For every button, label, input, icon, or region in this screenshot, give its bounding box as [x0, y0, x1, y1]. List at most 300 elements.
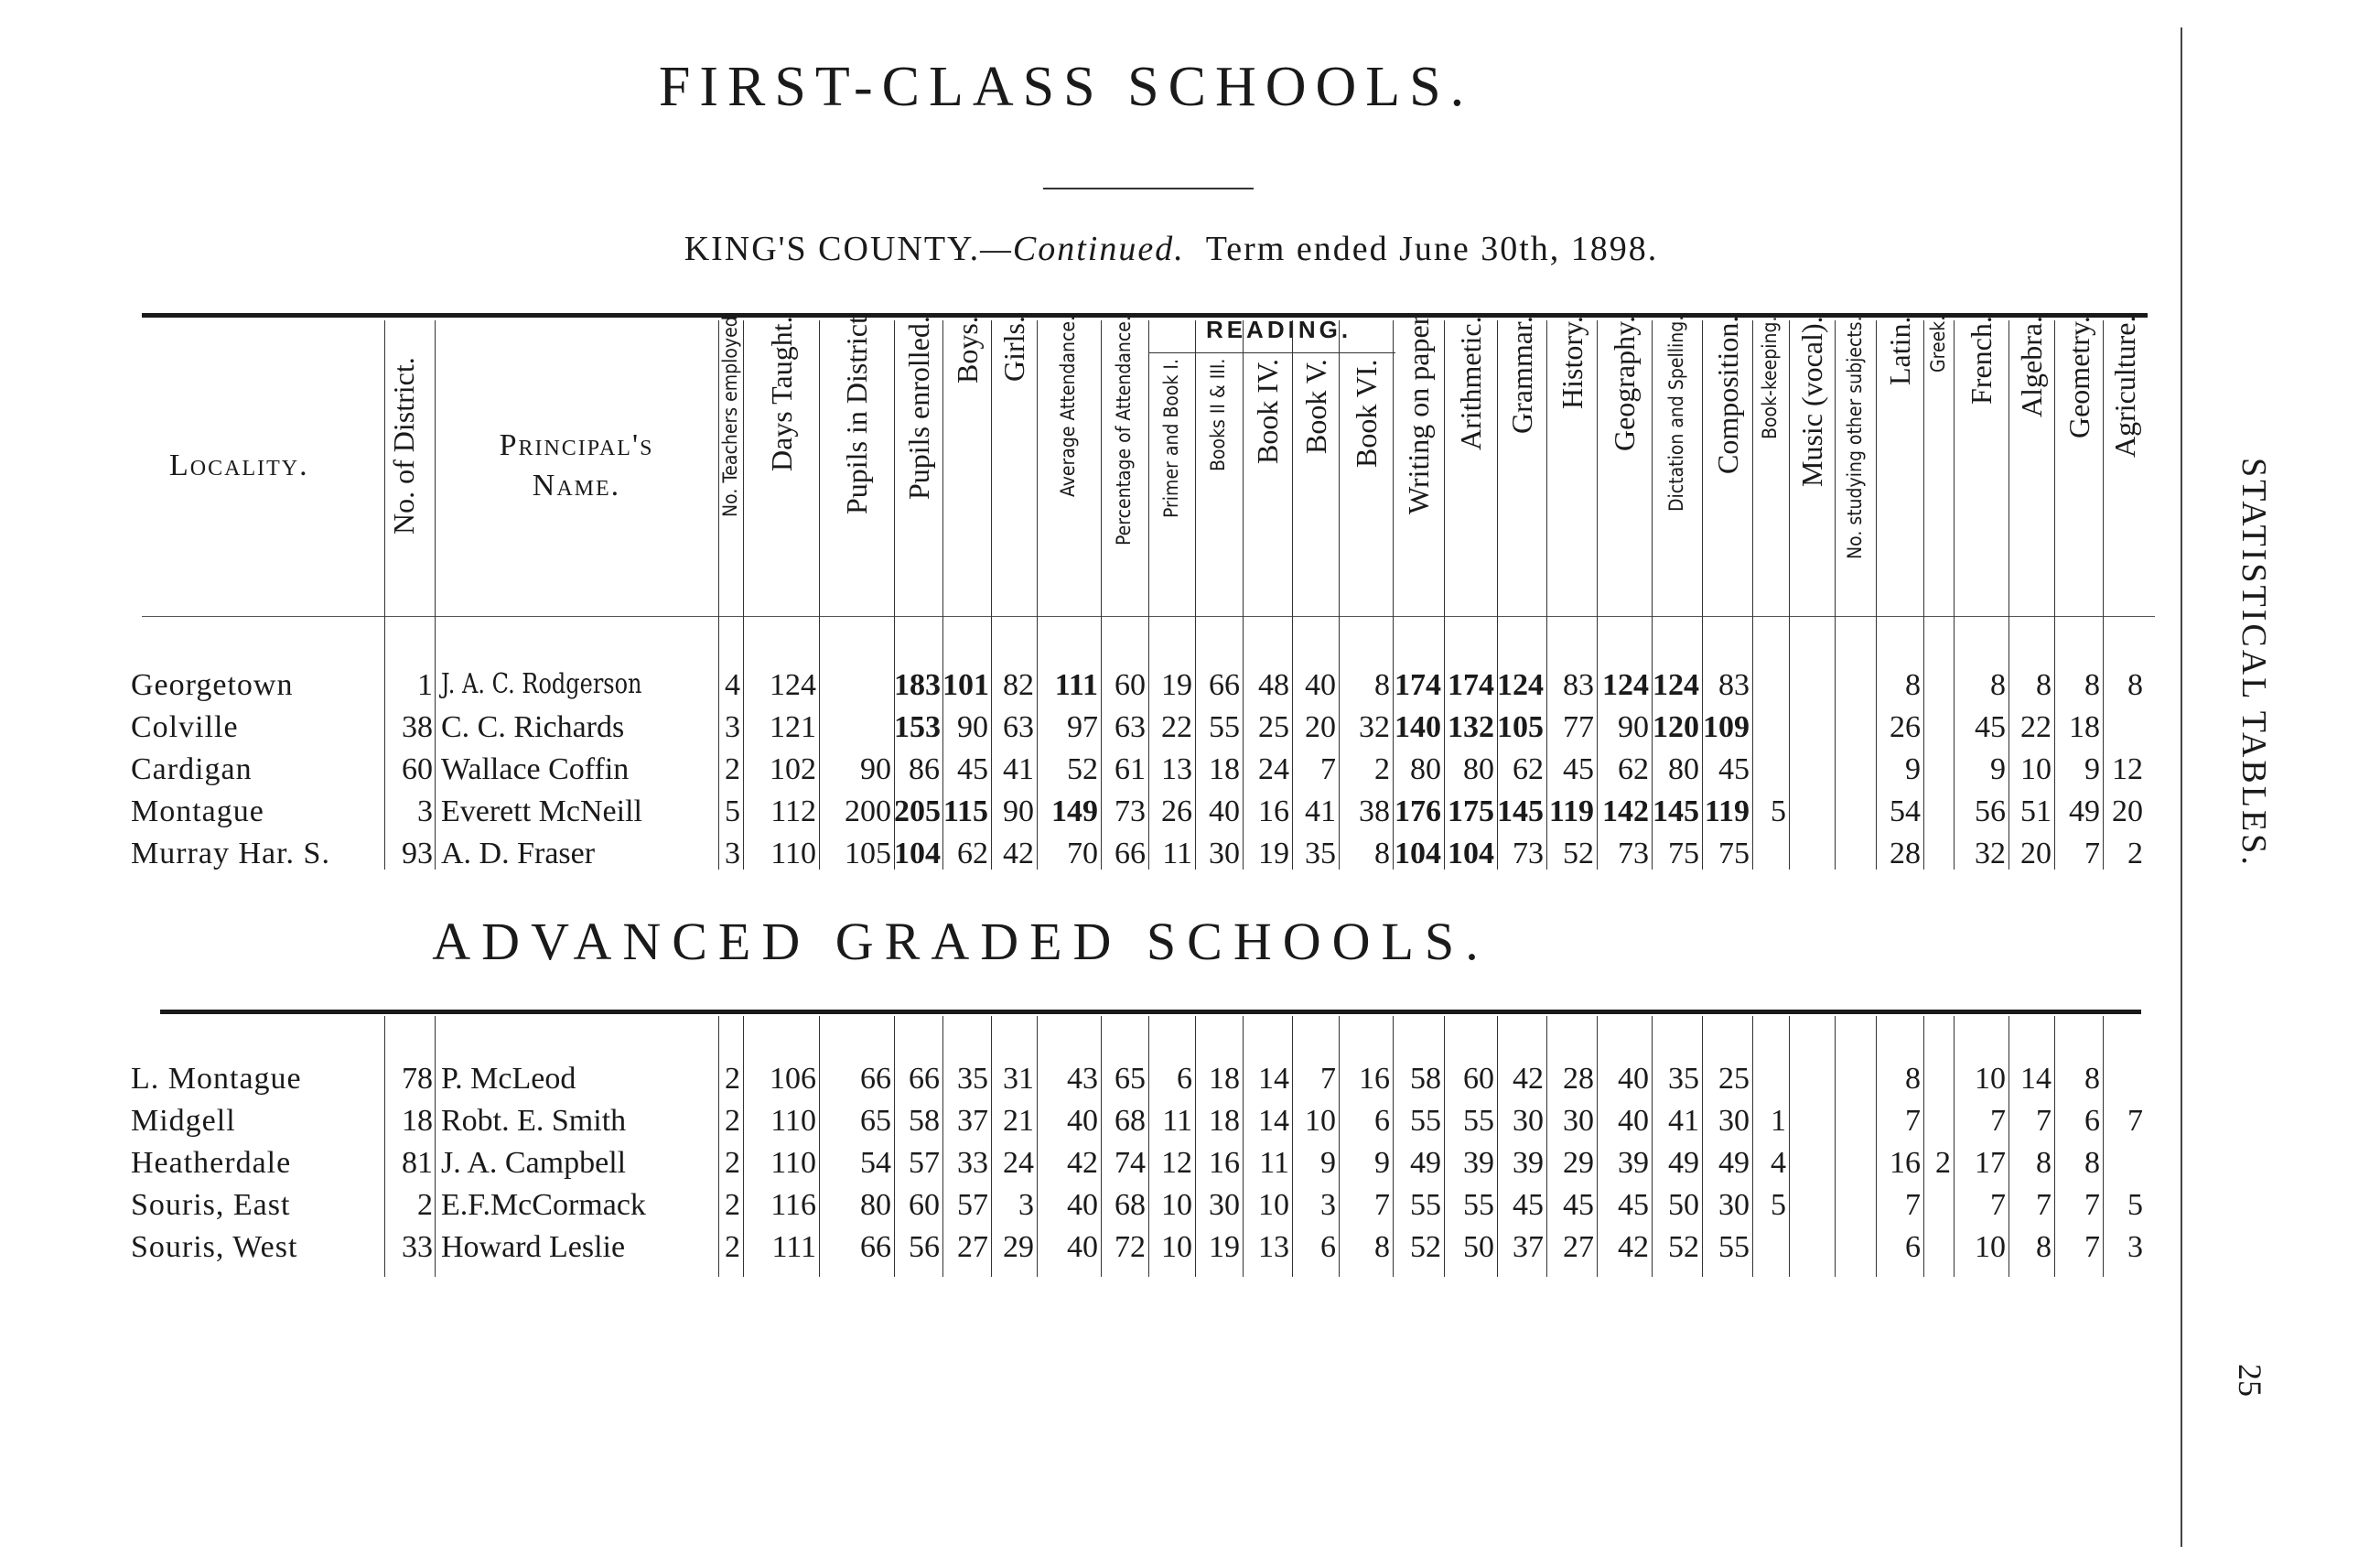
value-cell: 26 — [1161, 794, 1192, 828]
locality-cell: Midgell — [131, 1104, 236, 1138]
column-separator — [2103, 320, 2104, 870]
value-cell: 32 — [1359, 710, 1390, 744]
column-header: Algebra. — [2015, 316, 2048, 418]
column-separator — [894, 320, 895, 870]
header-principal-line2: Name. — [532, 469, 621, 502]
value-cell: 22 — [2020, 710, 2052, 744]
value-cell: 33 — [957, 1146, 988, 1180]
value-cell: 68 — [1115, 1104, 1146, 1138]
value-cell: 183 — [894, 668, 941, 702]
value-cell: 110 — [770, 1146, 816, 1180]
value-cell: 27 — [1563, 1230, 1594, 1264]
value-cell: 11 — [1259, 1146, 1289, 1180]
value-cell: 8 — [1374, 837, 1390, 870]
value-cell: 48 — [1258, 668, 1289, 702]
locality-cell: Cardigan — [131, 752, 253, 786]
value-cell: 27 — [957, 1230, 988, 1264]
value-cell: 20 — [2020, 837, 2052, 870]
value-cell: 58 — [1410, 1062, 1441, 1096]
value-cell: 4 — [725, 668, 740, 702]
value-cell: 9 — [1374, 1146, 1390, 1180]
column-header: Book VI. — [1349, 359, 1383, 468]
value-cell: 10 — [1305, 1104, 1336, 1138]
value-cell: 116 — [770, 1188, 816, 1222]
value-cell: 51 — [2020, 794, 2052, 828]
district-cell: 2 — [417, 1188, 433, 1222]
value-cell: 8 — [2084, 668, 2100, 702]
principal-cell: A. D. Fraser — [441, 837, 596, 870]
value-cell: 2 — [1935, 1146, 1951, 1180]
value-cell: 68 — [1115, 1188, 1146, 1222]
header-reading-group: READING. — [1205, 316, 1352, 343]
value-cell: 40 — [1067, 1188, 1098, 1222]
value-cell: 66 — [909, 1062, 940, 1096]
value-cell: 31 — [1003, 1062, 1034, 1096]
column-separator — [1789, 320, 1790, 870]
value-cell: 18 — [1209, 1062, 1240, 1096]
value-cell: 42 — [1003, 837, 1034, 870]
value-cell: 28 — [1563, 1062, 1594, 1096]
value-cell: 40 — [1305, 668, 1336, 702]
value-cell: 142 — [1602, 794, 1649, 828]
header-principal — [439, 426, 714, 506]
column-separator — [1835, 320, 1836, 870]
column-separator — [1652, 320, 1653, 870]
value-cell: 75 — [1668, 837, 1699, 870]
value-cell: 24 — [1258, 752, 1289, 786]
value-cell: 6 — [1374, 1104, 1390, 1138]
value-cell: 52 — [1563, 837, 1594, 870]
column-separator — [1876, 320, 1877, 870]
value-cell: 8 — [1374, 1230, 1390, 1264]
value-cell: 66 — [1209, 668, 1240, 702]
header-district: No. of District. — [387, 357, 420, 535]
column-header: Book-keeping. — [1759, 316, 1781, 439]
value-cell: 97 — [1067, 710, 1098, 744]
principal-cell: Everett McNeill — [441, 794, 642, 828]
column-header: Arithmetic. — [1454, 316, 1487, 450]
value-cell: 7 — [1320, 752, 1336, 786]
value-cell: 49 — [2069, 794, 2100, 828]
column-header: Girls. — [997, 316, 1030, 382]
column-separator — [1243, 320, 1244, 870]
locality-cell: Murray Har. S. — [131, 837, 330, 870]
value-cell: 8 — [2084, 1146, 2100, 1180]
column-header: Boys. — [950, 316, 984, 384]
value-cell: 80 — [1463, 752, 1494, 786]
value-cell: 124 — [1602, 668, 1649, 702]
column-separator — [1546, 320, 1547, 870]
value-cell: 7 — [1990, 1188, 2006, 1222]
locality-cell: Colville — [131, 710, 239, 744]
value-cell: 66 — [1115, 837, 1146, 870]
column-separator — [1292, 320, 1293, 870]
column-header: Latin. — [1883, 316, 1916, 385]
value-cell: 30 — [1209, 837, 1240, 870]
value-cell: 5 — [725, 794, 740, 828]
column-header: Agriculture. — [2107, 316, 2141, 459]
district-cell: 33 — [402, 1230, 433, 1264]
value-cell: 30 — [1718, 1188, 1750, 1222]
principal-cell: Howard Leslie — [441, 1230, 626, 1264]
value-cell: 111 — [1054, 668, 1098, 702]
column-header: Dictation and Spelling. — [1664, 316, 1687, 513]
column-separator — [1037, 320, 1038, 870]
margin-rule — [2181, 27, 2182, 1547]
value-cell: 7 — [2127, 1104, 2143, 1138]
value-cell: 52 — [1668, 1230, 1699, 1264]
value-cell: 54 — [1890, 794, 1921, 828]
value-cell: 121 — [770, 710, 816, 744]
column-separator — [384, 320, 385, 870]
principal-cell: J. A. C. Rodgerson — [441, 668, 642, 700]
value-cell: 42 — [1067, 1146, 1098, 1180]
value-cell: 60 — [1463, 1062, 1494, 1096]
value-cell: 7 — [2036, 1188, 2052, 1222]
value-cell: 24 — [1003, 1146, 1034, 1180]
value-cell: 75 — [1718, 837, 1750, 870]
district-cell: 38 — [402, 710, 433, 744]
value-cell: 43 — [1067, 1062, 1098, 1096]
column-separator — [819, 320, 820, 870]
locality-cell: Souris, West — [131, 1230, 298, 1264]
column-header: Geography. — [1608, 316, 1641, 452]
value-cell: 29 — [1003, 1230, 1034, 1264]
header-principal-line1: Principal's — [499, 428, 654, 462]
value-cell: 2 — [725, 1062, 740, 1096]
value-cell: 5 — [1771, 794, 1786, 828]
value-cell: 9 — [1990, 752, 2006, 786]
value-cell: 52 — [1067, 752, 1098, 786]
value-cell: 149 — [1051, 794, 1098, 828]
principal-cell: E.F.McCormack — [441, 1188, 646, 1222]
value-cell: 153 — [894, 710, 941, 744]
value-cell: 8 — [2127, 668, 2143, 702]
value-cell: 90 — [1003, 794, 1034, 828]
value-cell: 174 — [1395, 668, 1441, 702]
column-header: Music (vocal). — [1795, 316, 1828, 487]
column-separator — [991, 320, 992, 870]
value-cell: 22 — [1161, 710, 1192, 744]
value-cell: 7 — [1374, 1188, 1390, 1222]
value-cell: 41 — [1668, 1104, 1699, 1138]
value-cell: 40 — [1067, 1104, 1098, 1138]
value-cell: 6 — [1905, 1230, 1921, 1264]
column-header: Books II & III. — [1207, 359, 1229, 472]
district-cell: 60 — [402, 752, 433, 786]
value-cell: 42 — [1513, 1062, 1544, 1096]
value-cell: 10 — [2020, 752, 2052, 786]
value-cell: 106 — [770, 1062, 816, 1096]
value-cell: 9 — [2084, 752, 2100, 786]
value-cell: 83 — [1718, 668, 1750, 702]
value-cell: 42 — [1618, 1230, 1649, 1264]
value-cell: 20 — [1305, 710, 1336, 744]
value-cell: 45 — [1513, 1188, 1544, 1222]
value-cell: 3 — [725, 710, 740, 744]
value-cell: 7 — [2084, 1230, 2100, 1264]
value-cell: 8 — [1990, 668, 2006, 702]
value-cell: 119 — [1704, 794, 1750, 828]
locality-cell: L. Montague — [131, 1062, 302, 1096]
value-cell: 8 — [1905, 1062, 1921, 1096]
value-cell: 49 — [1668, 1146, 1699, 1180]
value-cell: 112 — [770, 794, 816, 828]
value-cell: 19 — [1161, 668, 1192, 702]
value-cell: 60 — [1115, 668, 1146, 702]
term-label: Term ended June 30th, 1898. — [1205, 230, 1659, 268]
value-cell: 54 — [860, 1146, 891, 1180]
locality-cell: Heatherdale — [131, 1146, 292, 1180]
column-header: Composition. — [1710, 316, 1744, 475]
value-cell: 65 — [860, 1104, 891, 1138]
reading-group-rule — [1148, 352, 1395, 353]
value-cell: 45 — [957, 752, 988, 786]
column-header: Grammar. — [1505, 316, 1538, 434]
value-cell: 145 — [1653, 794, 1699, 828]
value-cell: 37 — [1513, 1230, 1544, 1264]
value-cell: 11 — [1162, 1104, 1192, 1138]
value-cell: 104 — [1448, 837, 1494, 870]
value-cell: 111 — [771, 1230, 816, 1264]
value-cell: 5 — [1771, 1188, 1786, 1222]
column-separator — [1835, 1016, 1836, 1277]
value-cell: 26 — [1890, 710, 1921, 744]
value-cell: 57 — [957, 1188, 988, 1222]
value-cell: 58 — [909, 1104, 940, 1138]
value-cell: 73 — [1115, 794, 1146, 828]
value-cell: 29 — [1563, 1146, 1594, 1180]
value-cell: 82 — [1003, 668, 1034, 702]
value-cell: 60 — [909, 1188, 940, 1222]
value-cell: 39 — [1618, 1146, 1649, 1180]
value-cell: 55 — [1463, 1188, 1494, 1222]
value-cell: 104 — [894, 837, 941, 870]
value-cell: 8 — [1905, 668, 1921, 702]
value-cell: 3 — [725, 837, 740, 870]
value-cell: 25 — [1718, 1062, 1750, 1096]
column-separator — [1789, 1016, 1790, 1277]
value-cell: 80 — [860, 1188, 891, 1222]
value-cell: 3 — [1018, 1188, 1034, 1222]
column-header: Pupils in District — [840, 316, 873, 514]
value-cell: 205 — [894, 794, 941, 828]
value-cell: 40 — [1209, 794, 1240, 828]
column-header: Average Attendance. — [1057, 316, 1079, 497]
value-cell: 49 — [1410, 1146, 1441, 1180]
value-cell: 40 — [1618, 1062, 1649, 1096]
value-cell: 16 — [1359, 1062, 1390, 1096]
column-separator — [1339, 320, 1340, 870]
value-cell: 109 — [1703, 710, 1750, 744]
column-header: Geometry. — [2062, 316, 2095, 438]
value-cell: 174 — [1448, 668, 1494, 702]
district-cell: 3 — [417, 794, 433, 828]
value-cell: 50 — [1668, 1188, 1699, 1222]
value-cell: 66 — [860, 1230, 891, 1264]
value-cell: 3 — [1320, 1188, 1336, 1222]
running-head: STATISTICAL TABLES. — [2235, 458, 2273, 868]
value-cell: 73 — [1618, 837, 1649, 870]
value-cell: 90 — [957, 710, 988, 744]
locality-cell: Montague — [131, 794, 264, 828]
column-separator — [435, 320, 436, 870]
value-cell: 104 — [1395, 837, 1441, 870]
value-cell: 63 — [1003, 710, 1034, 744]
column-separator — [1923, 320, 1924, 870]
value-cell: 21 — [1003, 1104, 1034, 1138]
principal-cell: Wallace Coffin — [441, 752, 630, 786]
principal-cell: Robt. E. Smith — [441, 1104, 627, 1138]
value-cell: 80 — [1668, 752, 1699, 786]
column-header: Book IV. — [1251, 359, 1284, 464]
value-cell: 8 — [2036, 1146, 2052, 1180]
value-cell: 40 — [1067, 1230, 1098, 1264]
value-cell: 105 — [845, 837, 891, 870]
value-cell: 120 — [1653, 710, 1699, 744]
value-cell: 6 — [1320, 1230, 1336, 1264]
value-cell: 16 — [1258, 794, 1289, 828]
column-separator — [1954, 320, 1955, 870]
value-cell: 7 — [1320, 1062, 1336, 1096]
value-cell: 55 — [1718, 1230, 1750, 1264]
value-cell: 70 — [1067, 837, 1098, 870]
principal-cell: P. McLeod — [441, 1062, 576, 1096]
value-cell: 19 — [1258, 837, 1289, 870]
value-cell: 62 — [957, 837, 988, 870]
value-cell: 132 — [1448, 710, 1494, 744]
value-cell: 55 — [1463, 1104, 1494, 1138]
value-cell: 62 — [1618, 752, 1649, 786]
value-cell: 119 — [1548, 794, 1594, 828]
value-cell: 1 — [1771, 1104, 1786, 1138]
value-cell: 30 — [1718, 1104, 1750, 1138]
value-cell: 11 — [1162, 837, 1192, 870]
value-cell: 3 — [2127, 1230, 2143, 1264]
principal-cell: C. C. Richards — [441, 710, 625, 744]
value-cell: 55 — [1209, 710, 1240, 744]
column-header: Primer and Book I. — [1159, 359, 1182, 518]
value-cell: 45 — [1975, 710, 2006, 744]
value-cell: 45 — [1563, 752, 1594, 786]
column-separator — [1393, 320, 1394, 870]
continued-label: —Continued. — [980, 230, 1185, 268]
value-cell: 30 — [1563, 1104, 1594, 1138]
value-cell: 86 — [909, 752, 940, 786]
column-header: French. — [1965, 316, 1998, 405]
value-cell: 2 — [725, 752, 740, 786]
table-subtitle — [0, 229, 2342, 269]
value-cell: 40 — [1618, 1104, 1649, 1138]
column-header: History. — [1555, 316, 1588, 409]
value-cell: 14 — [1258, 1062, 1289, 1096]
value-cell: 176 — [1395, 794, 1441, 828]
value-cell: 200 — [845, 794, 891, 828]
value-cell: 7 — [2084, 1188, 2100, 1222]
value-cell: 8 — [2036, 668, 2052, 702]
value-cell: 73 — [1513, 837, 1544, 870]
value-cell: 20 — [2112, 794, 2143, 828]
locality-cell: Souris, East — [131, 1188, 291, 1222]
value-cell: 2 — [1374, 752, 1390, 786]
value-cell: 10 — [1258, 1188, 1289, 1222]
value-cell: 12 — [1161, 1146, 1192, 1180]
column-separator — [1195, 320, 1196, 870]
value-cell: 63 — [1115, 710, 1146, 744]
column-separator — [718, 320, 719, 870]
value-cell: 35 — [1668, 1062, 1699, 1096]
value-cell: 45 — [1718, 752, 1750, 786]
value-cell: 18 — [2069, 710, 2100, 744]
district-cell: 93 — [402, 837, 433, 870]
column-separator — [1702, 320, 1703, 870]
value-cell: 77 — [1563, 710, 1594, 744]
value-cell: 39 — [1463, 1146, 1494, 1180]
value-cell: 6 — [1177, 1062, 1192, 1096]
value-cell: 16 — [1209, 1146, 1240, 1180]
county-label: KING'S COUNTY. — [684, 230, 981, 268]
value-cell: 145 — [1497, 794, 1544, 828]
value-cell: 32 — [1975, 837, 2006, 870]
value-cell: 2 — [725, 1104, 740, 1138]
column-separator — [942, 320, 943, 870]
column-separator — [1444, 320, 1445, 870]
district-cell: 81 — [402, 1146, 433, 1180]
value-cell: 62 — [1513, 752, 1544, 786]
value-cell: 140 — [1395, 710, 1441, 744]
value-cell: 124 — [770, 668, 816, 702]
value-cell: 101 — [942, 668, 989, 702]
advanced-section-title: ADVANCED GRADED SCHOOLS. — [432, 912, 1490, 971]
value-cell: 35 — [1305, 837, 1336, 870]
column-separator — [1497, 320, 1498, 870]
value-cell: 30 — [1513, 1104, 1544, 1138]
value-cell: 13 — [1258, 1230, 1289, 1264]
value-cell: 14 — [2020, 1062, 2052, 1096]
column-separator — [1148, 320, 1149, 870]
value-cell: 50 — [1463, 1230, 1494, 1264]
value-cell: 37 — [957, 1104, 988, 1138]
value-cell: 10 — [1975, 1062, 2006, 1096]
value-cell: 52 — [1410, 1230, 1441, 1264]
value-cell: 57 — [909, 1146, 940, 1180]
value-cell: 110 — [770, 1104, 816, 1138]
value-cell: 6 — [2084, 1104, 2100, 1138]
value-cell: 35 — [957, 1062, 988, 1096]
value-cell: 2 — [725, 1188, 740, 1222]
value-cell: 2 — [725, 1230, 740, 1264]
column-separator — [1752, 320, 1753, 870]
value-cell: 80 — [1410, 752, 1441, 786]
value-cell: 7 — [1990, 1104, 2006, 1138]
value-cell: 19 — [1209, 1230, 1240, 1264]
principal-cell: J. A. Campbell — [441, 1146, 627, 1180]
value-cell: 9 — [1905, 752, 1921, 786]
locality-cell: Georgetown — [131, 668, 294, 702]
column-header: Book V. — [1298, 359, 1332, 454]
value-cell: 41 — [1003, 752, 1034, 786]
value-cell: 7 — [1905, 1104, 1921, 1138]
value-cell: 102 — [770, 752, 816, 786]
value-cell: 8 — [2036, 1230, 2052, 1264]
value-cell: 30 — [1209, 1188, 1240, 1222]
value-cell: 12 — [2112, 752, 2143, 786]
value-cell: 10 — [1161, 1188, 1192, 1222]
value-cell: 56 — [909, 1230, 940, 1264]
value-cell: 7 — [2036, 1104, 2052, 1138]
column-header: Days Taught. — [764, 316, 798, 471]
page-number: 25 — [2232, 1364, 2268, 1397]
